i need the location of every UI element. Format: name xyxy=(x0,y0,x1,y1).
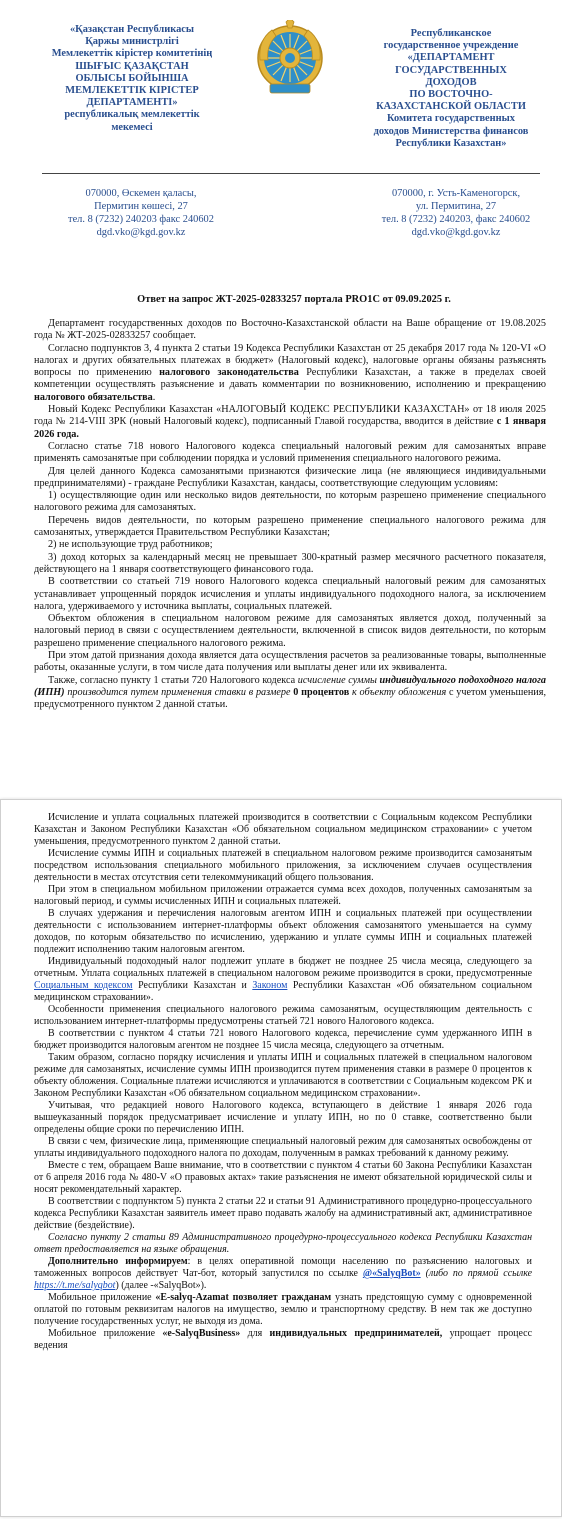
document-title: Ответ на запрос ЖТ-2025-02833257 портала PRO1C от 09.09.2025 г. xyxy=(137,294,451,305)
header-ru-line: Комитета государственных xyxy=(387,113,515,125)
paragraph: Согласно подпунктов 3, 4 пункта 2 статьи 19 Кодекса Республики Казахстан от 25 декабря 2017 года № 120-VI «О налогах и других обязательных платежах в бюджет» (Налоговый кодекс), налоговые органы обязаны разъяснять вопросы по применению налогового законодательства Республики Казахстан, а также в пределах своей компетенции осуществлять разъяснение и давать комментарии по возникновению, исполнению и прекращению налогового обязательства. xyxy=(34,342,546,403)
document-body-page-1 xyxy=(34,318,546,712)
paragraph: В соответствии с подпунктом 5) пункта 2 статьи 22 и статьи 91 Административного процедурно-процессуального кодекса Республики Казахстан заявитель имеет право подавать жалобу на административный акт, административное действие (бездействие). xyxy=(34,1196,532,1231)
address-kz xyxy=(36,187,246,239)
address-ru xyxy=(356,187,556,239)
header-kz-line: ДЕПАРТАМЕНТІ» xyxy=(86,97,178,109)
header-kz-line: республикалық мемлекеттік xyxy=(64,109,200,121)
paragraph: Особенности применения специального налогового режима самозанятым, осуществляющим деятельность с использованием интернет-платформы предусмотрены статьей 721 нового Налогового кодекса. xyxy=(34,1004,532,1027)
address-line: ул. Пермитина, 27 xyxy=(415,201,497,212)
email-line: dgd.vko@kgd.gov.kz xyxy=(411,227,501,238)
paragraph: Индивидуальный подоходный налог подлежит уплате в бюджет не позднее 25 числа месяца, следующего за отчетным. Уплата социальных платежей в специальном налоговом режиме производится в сроки, предусмотренные Социальным кодексом Республики Казахстан и Законом Республики Казахстан «Об обязательном социальном медицинском страховании». xyxy=(34,956,533,1003)
paragraph: Объектом обложения в специальном налоговом режиме для самозанятых является доход, полученный за налоговый период в связи с осуществлением деятельности, включенной в список видов деятельности, по которым разрешено применение специального налогового режима. xyxy=(34,613,546,649)
paragraph: Для целей данного Кодекса самозанятыми признаются физические лица (не являющиеся индивидуальными предпринимателями) - граждане Республики Казахстан, кандасы, соответствующие следующим условиям: xyxy=(34,465,546,489)
paragraph: Департамент государственных доходов по Восточно-Казахстанской области на Ваше обращение от 19.08.2025 года № ЖТ-2025-02833257 сообщает. xyxy=(34,318,546,342)
paragraph: При этом в специальном мобильном приложении отражается сумма всех доходов, полученных самозанятым за налоговый период, и суммы исчисленных ИПН и социальных платежей. xyxy=(34,884,532,907)
header-ru-line: ПО ВОСТОЧНО- xyxy=(409,89,493,101)
paragraph: Мобильное приложение «e-SalyqBusiness» для индивидуальных предпринимателей, упрощает процесс ведения xyxy=(34,1328,532,1351)
header-kz-line: мекемесі xyxy=(111,121,153,133)
social-code-link[interactable]: Социальным кодексом xyxy=(34,980,133,991)
paragraph: При этом датой признания дохода является дата осуществления расчетов за реализованные товары, выполненные работы, оказанные услуги, в том числе дата получения или выплаты денег или их эквивалента. xyxy=(34,650,546,674)
paragraph: Исчисление суммы ИПН и социальных платежей в специальном налоговом режиме производится самозанятым посредством использования специального мобильного приложения, за исключением случаев осуществления деятельности в местах отсутствия сети телекоммуникаций общего пользования. xyxy=(34,848,532,883)
state-emblem-icon xyxy=(256,20,324,100)
header-kz-line: ОБЛЫСЫ БОЙЫНША xyxy=(75,72,189,84)
paragraph: Таким образом, согласно порядку исчисления и уплаты ИПН и социальных платежей в специальном налоговом режиме для самозанятых, исчисление суммы ИПН производится путем применения ставки в размере 0 процентов к объекту обложения. Социальные платежи исчисляются и уплачиваются в соответствии с Социальным кодексом РК и Законом Республики Казахстан «Об обязательном социальном медицинском страховании». xyxy=(34,1052,532,1099)
paragraph: В соответствии с пунктом 4 статьи 721 нового Налогового кодекса, перечисление сумм удержанного ИПН в бюджет производится налоговым агентом не позднее 15 числа месяца, следующего за отчетным. xyxy=(34,1028,532,1051)
paragraph: 2) не использующие труд работников; xyxy=(48,539,213,551)
paragraph: 3) доход которых за календарный месяц не превышает 300-кратный размер месячного расчетного показателя, действующего на 1 января соответствующего финансового года. xyxy=(34,551,546,575)
document-body-page-2 xyxy=(34,812,532,1352)
header-ru-line: ГОСУДАРСТВЕННЫХ xyxy=(395,64,507,76)
paragraph: Новый Кодекс Республики Казахстан «НАЛОГОВЫЙ КОДЕКС РЕСПУБЛИКИ КАЗАХСТАН» от 18 июля 2025 года № 214-VIII ЗРК (новый Налоговый кодекс), подписанный Главой государства, вводится в действие с 1 января 2026 года. xyxy=(34,404,546,440)
salyqbot-link[interactable]: @«SalyqBot» xyxy=(362,1268,421,1279)
email-line: dgd.vko@kgd.gov.kz xyxy=(96,227,186,238)
address-line: 070000, г. Усть-Каменогорск, xyxy=(391,188,521,199)
paragraph: В связи с чем, физические лица, применяющие специальный налоговый режим для самозанятых освобождены от уплаты индивидуального подоходного налога по доходам, полученным в рамках требований к данному режиму. xyxy=(34,1136,532,1159)
paragraph: Вместе с тем, обращаем Ваше внимание, что в соответствии с пунктом 4 статьи 60 Закона Республики Казахстан от 6 апреля 2016 года № 480-V «О правовых актах» такие разъяснения не имеют обязательной юридической силы и носят рекомендательный характер. xyxy=(34,1160,532,1195)
header-kz-line: МЕМЛЕКЕТТІК КІРІСТЕР xyxy=(65,85,199,97)
paragraph: Мобильное приложение «E-salyq-Azamat позволяет гражданам узнать предстоящую сумму с одновременной оплатой по готовым реквизитам налогов на имущество, землю и транспортному средству. В нем так же доступно получение государственных услуг, не выходя из дома. xyxy=(34,1292,532,1327)
header-kz-line: Қаржы министрлігі xyxy=(85,36,179,48)
header-ru-line: КАЗАХСТАНСКОЙ ОБЛАСТИ xyxy=(376,101,526,113)
paragraph: Согласно пункту 2 статьи 89 Административного процедурно-процессуального кодекса Республики Казахстан ответ предоставляется на языке обращения. xyxy=(34,1232,532,1255)
paragraph: 1) осуществляющие один или несколько видов деятельности, по которым разрешено применение специального налогового режима для самозанятых. xyxy=(34,490,546,514)
paragraph: Исчисление и уплата социальных платежей производится в соответствии с Социальным кодексом Республики Казахстан и Законом Республики Казахстан «Об обязательном социальном медицинском страховании» с учетом уменьшения, предусмотренного пунктом 2 данной статьи. xyxy=(34,812,532,847)
paragraph: В соответствии со статьей 719 нового Налогового кодекса специальный налоговый режим для самозанятых устанавливает упрощенный порядок исчисления и уплаты индивидуального подоходного налога, за исключением налога, удерживаемого у источника выплаты, социальных платежей. xyxy=(34,576,546,612)
paragraph: Учитывая, что редакцией нового Налогового кодекса, вступающего в действие 1 января 2026 года вышеуказанный порядок предусматривает исчисление и уплату ИПН, но по 0 ставке, соответственно были определены общие сроки по перечислению ИПН. xyxy=(34,1100,532,1135)
law-link[interactable]: Законом xyxy=(252,980,288,991)
header-kz-line: Мемлекеттік кірістер комитетінің xyxy=(51,48,213,60)
header-ru-line: Республиканское xyxy=(410,28,492,39)
phone-line: тел. 8 (7232) 240203 факс 240602 xyxy=(68,214,214,225)
header-ru-line: государственное учреждение xyxy=(383,40,519,52)
address-line: 070000, Өскемен қаласы, xyxy=(85,188,197,199)
address-line: Пермитин көшесі, 27 xyxy=(94,201,188,212)
header-ru-line: доходов Министерства финансов xyxy=(373,125,529,137)
paragraph: Дополнительно информируем: в целях оперативной помощи населению по разъяснению налоговых и таможенных вопросов действует Чат-бот, который запустился по ссылке @«SalyqBot» (либо по прямой ссылке https://t.me/salyqbot) (далее -«SalyqBot»). xyxy=(34,1256,533,1291)
header-ru-line: Республики Казахстан» xyxy=(395,137,507,149)
salyqbot-url-link[interactable]: https://t.me/salyqbot xyxy=(34,1280,116,1291)
paragraph: Перечень видов деятельности, по которым разрешено применение специального налогового режима для самозанятых, утверждается Правительством Республики Казахстан; xyxy=(34,514,546,539)
header-kz-line: «Қазақстан Республикасы xyxy=(69,24,194,35)
header-ru-line: ДОХОДОВ xyxy=(425,76,477,88)
header-kz-organization xyxy=(44,24,220,134)
paragraph: Согласно статье 718 нового Налогового кодекса специальный налоговый режим для самозанятых вправе применять самозанятые при соблюдении порядка и условий применения специального налогового режима. xyxy=(34,440,546,465)
header-ru-line: «ДЕПАРТАМЕНТ xyxy=(407,52,495,64)
header-ru-organization xyxy=(356,28,546,150)
paragraph: В случаях удержания и перечисления налоговым агентом ИПН и социальных платежей при осуществлении деятельности с использованием интернет-платформы объект обложения самозанятого уменьшается на сумму доходов, по которым обязательство по исчислению, удержанию и уплате суммы ИПН и социальных платежей подлежит исполнению таким налоговым агентом. xyxy=(34,908,532,955)
header-separator xyxy=(42,173,540,174)
header-kz-line: ШЫҒЫС ҚАЗАҚСТАН xyxy=(75,60,189,72)
paragraph: Также, согласно пункту 1 статьи 720 Налогового кодекса исчисление суммы индивидуального подоходного налога (ИПН) производится путем применения ставки в размере 0 процентов к объекту обложения с учетом уменьшения, предусмотренного пунктом 2 данной статьи. xyxy=(34,674,547,711)
phone-line: тел. 8 (7232) 240203, факс 240602 xyxy=(381,214,531,225)
